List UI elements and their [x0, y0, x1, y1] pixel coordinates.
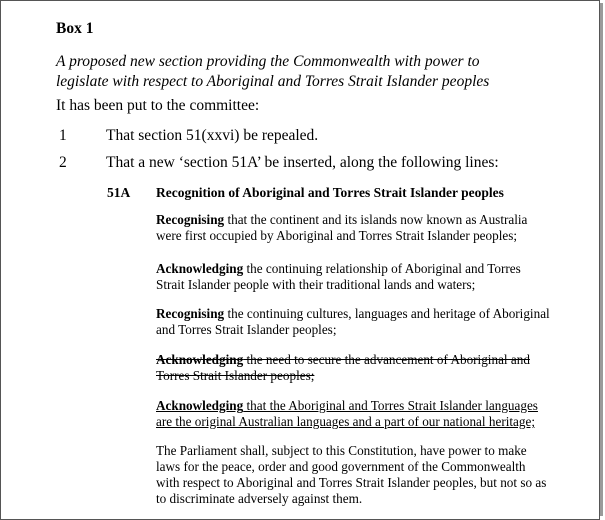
inserted-paragraph: [156, 398, 538, 430]
paragraph-lead: Acknowledging: [156, 352, 244, 367]
power-clause: [156, 443, 546, 507]
paragraph-text: the need to secure the advancement of Aboriginal and: [243, 352, 530, 367]
paragraph-text: that the continent and its islands now known as Australia: [224, 212, 528, 227]
clause-line: laws for the peace, order and good government of the Commonwealth: [156, 459, 526, 474]
paragraph-lead: Acknowledging: [156, 261, 244, 276]
clause-line: to discriminate adversely against them.: [156, 491, 363, 506]
paragraph-text: were first occupied by Aboriginal and Torres Strait Islander peoples;: [156, 228, 518, 243]
struck-paragraph: [156, 352, 530, 384]
paragraph-text: Torres Strait Islander peoples;: [156, 368, 315, 383]
paragraph-lead: Acknowledging: [156, 398, 244, 413]
paragraph-text: Strait Islander people with their traditional lands and waters;: [156, 277, 476, 292]
paragraph-text: the continuing cultures, languages and heritage of Aboriginal: [224, 306, 550, 321]
item-number: 2: [59, 154, 67, 171]
preamble-paragraph: [156, 306, 550, 338]
paragraph-lead: Recognising: [156, 212, 225, 227]
box-shadow: [600, 3, 603, 516]
preamble-paragraph: [156, 261, 521, 293]
section-number: 51A: [107, 185, 131, 200]
intro-text: It has been put to the committee:: [56, 97, 260, 114]
clause-line: with respect to Aboriginal and Torres Strait Islander peoples, but not so as: [156, 475, 547, 490]
paragraph-text: the continuing relationship of Aboriginal and Torres: [243, 261, 521, 276]
item-text: That a new ‘section 51A’ be inserted, along the following lines:: [106, 154, 499, 171]
box-title: Box 1: [56, 20, 94, 37]
paragraph-lead: Recognising: [156, 306, 225, 321]
subtitle-line-1: A proposed new section providing the Commonwealth with power to: [56, 53, 480, 70]
preamble-paragraph: [156, 212, 527, 244]
item-text: That section 51(xxvi) be repealed.: [106, 127, 319, 144]
subtitle-line-2: legislate with respect to Aboriginal and Torres Strait Islander peoples: [56, 73, 490, 90]
paragraph-text: that the Aboriginal and Torres Strait Islander languages: [243, 398, 538, 413]
item-number: 1: [59, 127, 67, 144]
paragraph-text: are the original Australian languages and a part of our national heritage;: [156, 414, 535, 429]
paragraph-text: and Torres Strait Islander peoples;: [156, 322, 337, 337]
section-heading: Recognition of Aboriginal and Torres Strait Islander peoples: [156, 185, 504, 200]
box-subtitle: [56, 52, 489, 92]
clause-line: The Parliament shall, subject to this Constitution, have power to make: [156, 443, 527, 458]
